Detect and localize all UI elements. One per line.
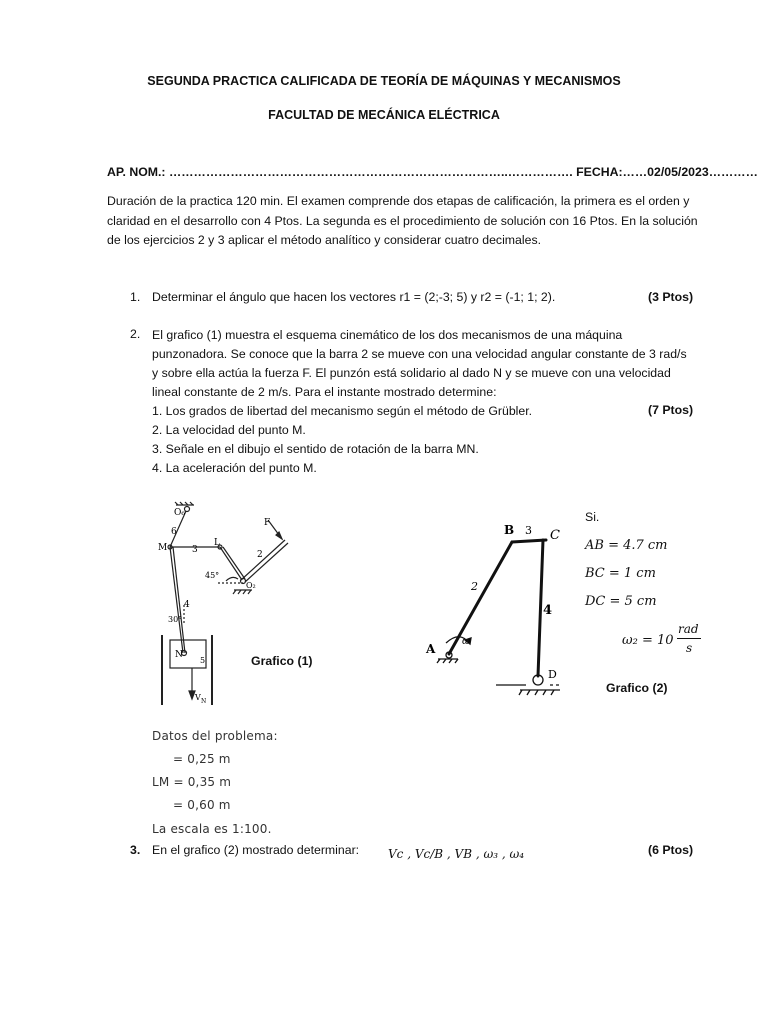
fig1-label-5: 5 [200, 656, 206, 665]
faculty-subtitle: FACULTAD DE MECÁNICA ELÉCTRICA [268, 108, 500, 122]
q2-body [152, 326, 712, 478]
figure1-caption: Grafico (1) [251, 654, 313, 668]
q3-points: (6 Ptos) [648, 843, 694, 857]
q2-line: 1. Los grados de libertad del mecanismo según el método de Grübler. [152, 404, 533, 418]
fig1-label-2: 2 [257, 550, 263, 560]
fig1-label-3: 3 [192, 545, 198, 555]
fig1-label-o6: O₆ [174, 508, 185, 518]
figure2-caption: Grafico (2) [606, 681, 668, 695]
fig2-label-b: B [504, 523, 515, 537]
fig2-label-4: 4 [543, 603, 553, 618]
fig1-label-f: F [264, 518, 271, 528]
figure2-bc: BC = 1 cm [585, 566, 656, 581]
data-scale: La escala es 1:100. [152, 822, 272, 836]
fig1-label-vn: V [195, 693, 201, 702]
figure2-diagram [420, 518, 590, 708]
fig2-label-2: 2 [471, 580, 478, 593]
fig1-label-m: M [158, 543, 168, 553]
fraction-bar [677, 638, 701, 639]
data-heading: Datos del problema: [152, 729, 278, 743]
data-line-2: LM = 0,35 m [152, 775, 232, 789]
fig1-label-30: 30° [168, 615, 183, 624]
q1-points: (3 Ptos) [648, 290, 694, 304]
name-date-line: AP. NOM.: ………………………………………………………………………..……………. FECHA:……02/05/2023………… [107, 165, 758, 179]
data-line-3: = 0,60 m [173, 798, 231, 812]
fig2-label-a: A [426, 642, 436, 656]
fig1-label-vn-sub: N [201, 698, 207, 705]
data-line-1: = 0,25 m [173, 752, 231, 766]
fig1-label-4: 4 [184, 600, 190, 610]
figure2-dc: DC = 5 cm [585, 594, 657, 609]
fig2-label-d: D [548, 668, 557, 681]
q3-text: En el grafico (2) mostrado determinar: [152, 843, 360, 857]
intro-paragraph: Duración de la practica 120 min. El examen comprende dos etapas de calificación, la primera es el orden y claridad en el desarrollo con 4 Ptos. La segunda es el procedimiento de solución con 16 Ptos. En la solución de los ejercicios 2 y 3 aplicar el método analítico y considerar cuatro decimales. [107, 194, 698, 247]
fig2-label-omega: ω [462, 636, 471, 647]
q1-text: Determinar el ángulo que hacen los vectores r1 = (2;-3; 5) y r2 = (-1; 1; 2). [152, 290, 556, 304]
q2-line: El grafico (1) muestra el esquema cinemático de los dos mecanismos de una máquina [152, 328, 623, 342]
fig1-label-45: 45° [205, 571, 220, 580]
q2-line: 2. La velocidad del punto M. [152, 423, 306, 437]
q2-points: (7 Ptos) [648, 403, 694, 417]
q2-line: 3. Señale en el dibujo el sentido de rotación de la barra MN. [152, 442, 479, 456]
q2-line: punzonadora. Se conoce que la barra 2 se mueve con una velocidad angular constante de 3 rad/s [152, 347, 687, 361]
fig1-label-o2: O₂ [246, 581, 256, 590]
q3-number: 3. [130, 843, 141, 857]
q2-line: 4. La aceleración del punto M. [152, 461, 317, 475]
q3-formula: Vc , Vc/B , VB , ω₃ , ω₄ [388, 847, 525, 861]
q2-line: y sobre ella actúa la fuerza F. El punzón está solidario al dado N y se mueve con una velocidad [152, 366, 671, 380]
q1-number: 1. [130, 290, 141, 304]
figure2-rad: rad [678, 622, 699, 636]
page-title: SEGUNDA PRACTICA CALIFICADA DE TEORÍA DE MÁQUINAS Y MECANISMOS [147, 74, 621, 88]
figure2-si: Si. [585, 510, 600, 524]
fig1-label-l: L [214, 538, 220, 548]
fig1-label-n: N [175, 650, 183, 660]
figure2-omega: ω₂ = 10 [622, 633, 674, 648]
figure1-diagram [150, 495, 300, 710]
q2-line: lineal constante de 2 m/s. Para el instante mostrado determine: [152, 385, 497, 399]
fig2-label-3: 3 [525, 524, 532, 537]
figure2-ab: AB = 4.7 cm [585, 538, 668, 553]
fig1-label-6: 6 [171, 527, 177, 537]
figure2-s: s [686, 641, 693, 655]
fig2-label-c: C [550, 528, 560, 543]
q2-number: 2. [130, 327, 141, 341]
